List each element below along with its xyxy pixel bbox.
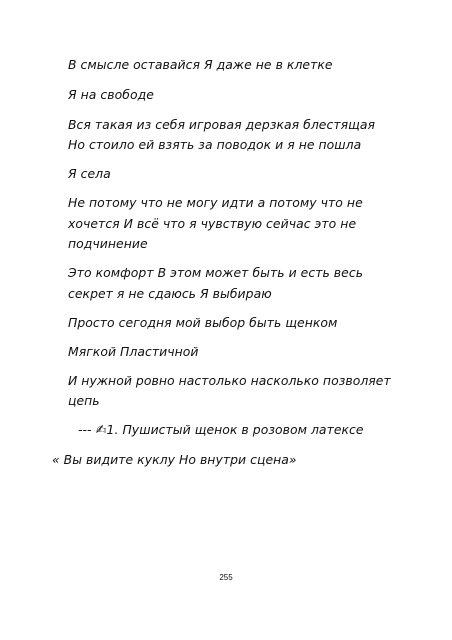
writing-hand-icon: ✍ bbox=[95, 423, 107, 438]
page-number: 255 bbox=[219, 573, 233, 582]
text-line: В смысле оставайся Я даже не в клетке bbox=[68, 57, 333, 72]
text-line: Просто сегодня мой выбор быть щенком bbox=[68, 315, 338, 330]
text-line: Мягкой Пластичной bbox=[68, 344, 199, 359]
text-line: цепь bbox=[68, 393, 100, 408]
text-line: Вся такая из себя игровая дерзкая блестящая bbox=[68, 117, 375, 132]
dash-separator: --- bbox=[78, 422, 92, 437]
text-line: Не потому что не могу идти а потому что не bbox=[68, 195, 363, 210]
text-line: Но стоило ей взять за поводок и я не пошла bbox=[68, 137, 362, 152]
text-line: Это комфорт В этом может быть и есть весь bbox=[68, 265, 364, 280]
section-title: 1. Пушистый щенок в розовом латексе bbox=[106, 422, 364, 437]
text-line: Я села bbox=[68, 166, 111, 181]
text-line: подчинение bbox=[68, 236, 148, 251]
text-line: хочется И всё что я чувствую сейчас это не bbox=[68, 216, 357, 231]
section-heading bbox=[78, 422, 364, 438]
text-line: И нужной ровно настолько насколько позволяет bbox=[68, 373, 391, 388]
quote-line: « Вы видите куклу Но внутри сцена» bbox=[52, 452, 297, 467]
text-line: секрет я не сдаюсь Я выбираю bbox=[68, 286, 272, 301]
text-line: Я на свободе bbox=[68, 87, 154, 102]
